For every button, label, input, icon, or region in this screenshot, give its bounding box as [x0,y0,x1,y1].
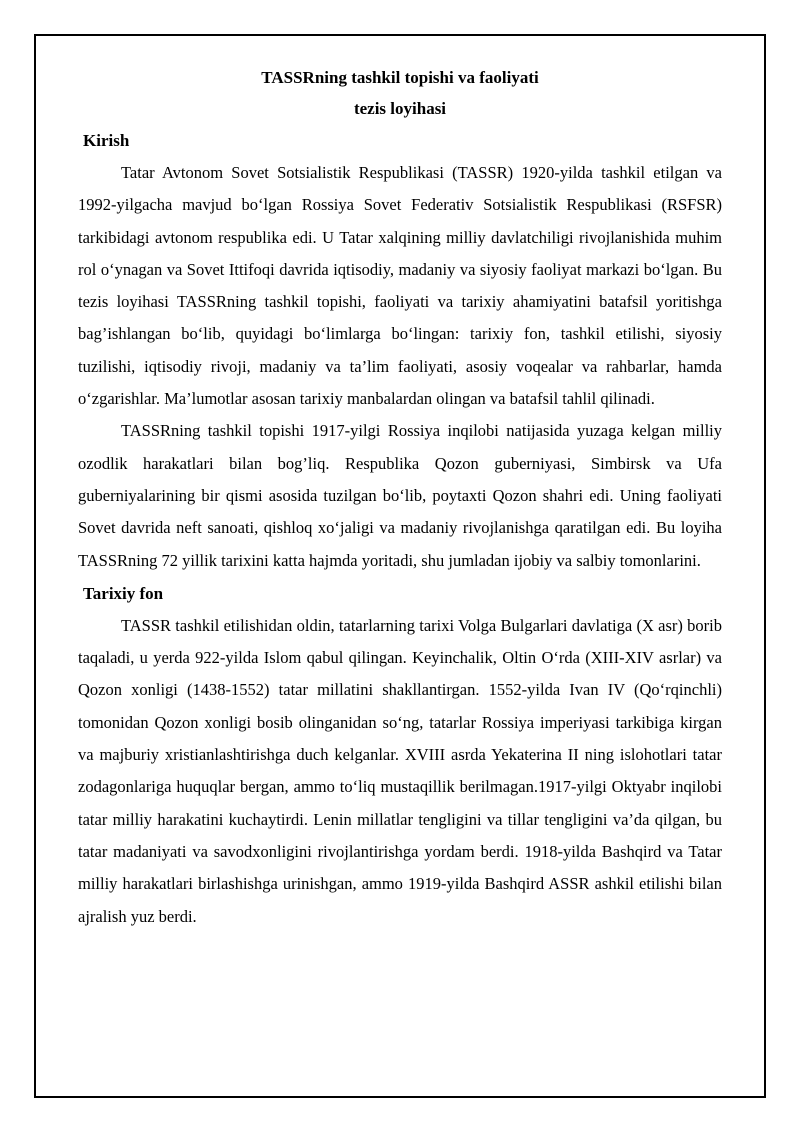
document-title: TASSRning tashkil topishi va faoliyati [261,68,539,87]
paragraph-kirish-1: Tatar Avtonom Sovet Sotsialistik Respublikasi (TASSR) 1920-yilda tashkil etilgan va 1992-yilgacha mavjud boʻlgan Rossiya Sovet Federativ Sotsialistik Respublikasi (RSFSR) tarkibidagi avtonom respublika edi. U Tatar xalqining milliy davlatchiligi rivojlanishida muhim rol oʻynagan va Sovet Ittifoqi davrida iqtisodiy, madaniy va siyosiy faoliyat markazi boʻlgan. Bu tezis loyihasi TASSRning tashkil topishi, faoliyati va tarixiy ahamiyatini batafsil yoritishga bag’ishlangan boʻlib, quyidagi boʻlimlarga boʻlingan: tarixiy fon, tashkil etilishi, siyosiy tuzilishi, iqtisodiy rivoji, madaniy va ta’lim faoliyati, asosiy voqealar va rahbarlar, hamda oʻzgarishlar. Ma’lumotlar asosan tarixiy manbalardan olingan va batafsil tahlil qilinadi. [78,163,722,409]
paragraph-kirish-2: TASSRning tashkil topishi 1917-yilgi Rossiya inqilobi natijasida yuzaga kelgan milliy ozodlik harakatlari bilan bog’liq. Respublika Qozon guberniyasi, Simbirsk va Ufa guberniyalarining bir qismi asosida tuzilgan boʻlib, poytaxti Qozon shahri edi. Uning faoliyati Sovet davrida neft sanoati, qishloq xoʻjaligi va madaniy rivojlanishga qaratilgan edi. Bu loyiha TASSRning 72 yillik tarixini katta hajmda yoritadi, shu jumladan ijobiy va salbiy tomonlarini. [78,421,722,570]
document-subtitle: tezis loyihasi [353,99,447,118]
page-border-frame [34,34,766,1098]
paragraph-tarixiy-fon-1: TASSR tashkil etilishidan oldin, tatarlarning tarixi Volga Bulgarlari davlatiga (X asr) borib taqaladi, u yerda 922-yilda Islom qabul qilingan. Keyinchalik, Oltin Oʻrda (XIII-XIV asrlar) va Qozon xonligi (1438-1552) tatar millatini shakllantirgan. 1552-yilda Ivan IV (Qoʻrqinchli) tomonidan Qozon xonligi bosib olinganidan soʻng, tatarlar Rossiya imperiyasi tarkibiga kirgan va majburiy xristianlashtirishga duch kelganlar. XVIII asrda Yekaterina II ning islohotlari tatar zodagonlariga huquqlar bergan, ammo toʻliq mustaqillik berilmagan.1917-yilgi Oktyabr inqilobi tatar milliy harakatini kuchaytirdi. Lenin millatlar tengligini va tillar tengligini va’da qilgan, bu tatar madaniyati va savodxonligini rivojlantirishga yordam berdi. 1918-yilda Bashqird va Tatar milliy harakatlari birlashishga urinishgan, ammo 1919-yilda Bashqird ASSR ashkil etilishi bilan ajralish yuz berdi. [78,615,722,926]
section-heading-tarixiy-fon: Tarixiy fon [83,583,164,603]
section-heading-kirish: Kirish [83,131,130,150]
